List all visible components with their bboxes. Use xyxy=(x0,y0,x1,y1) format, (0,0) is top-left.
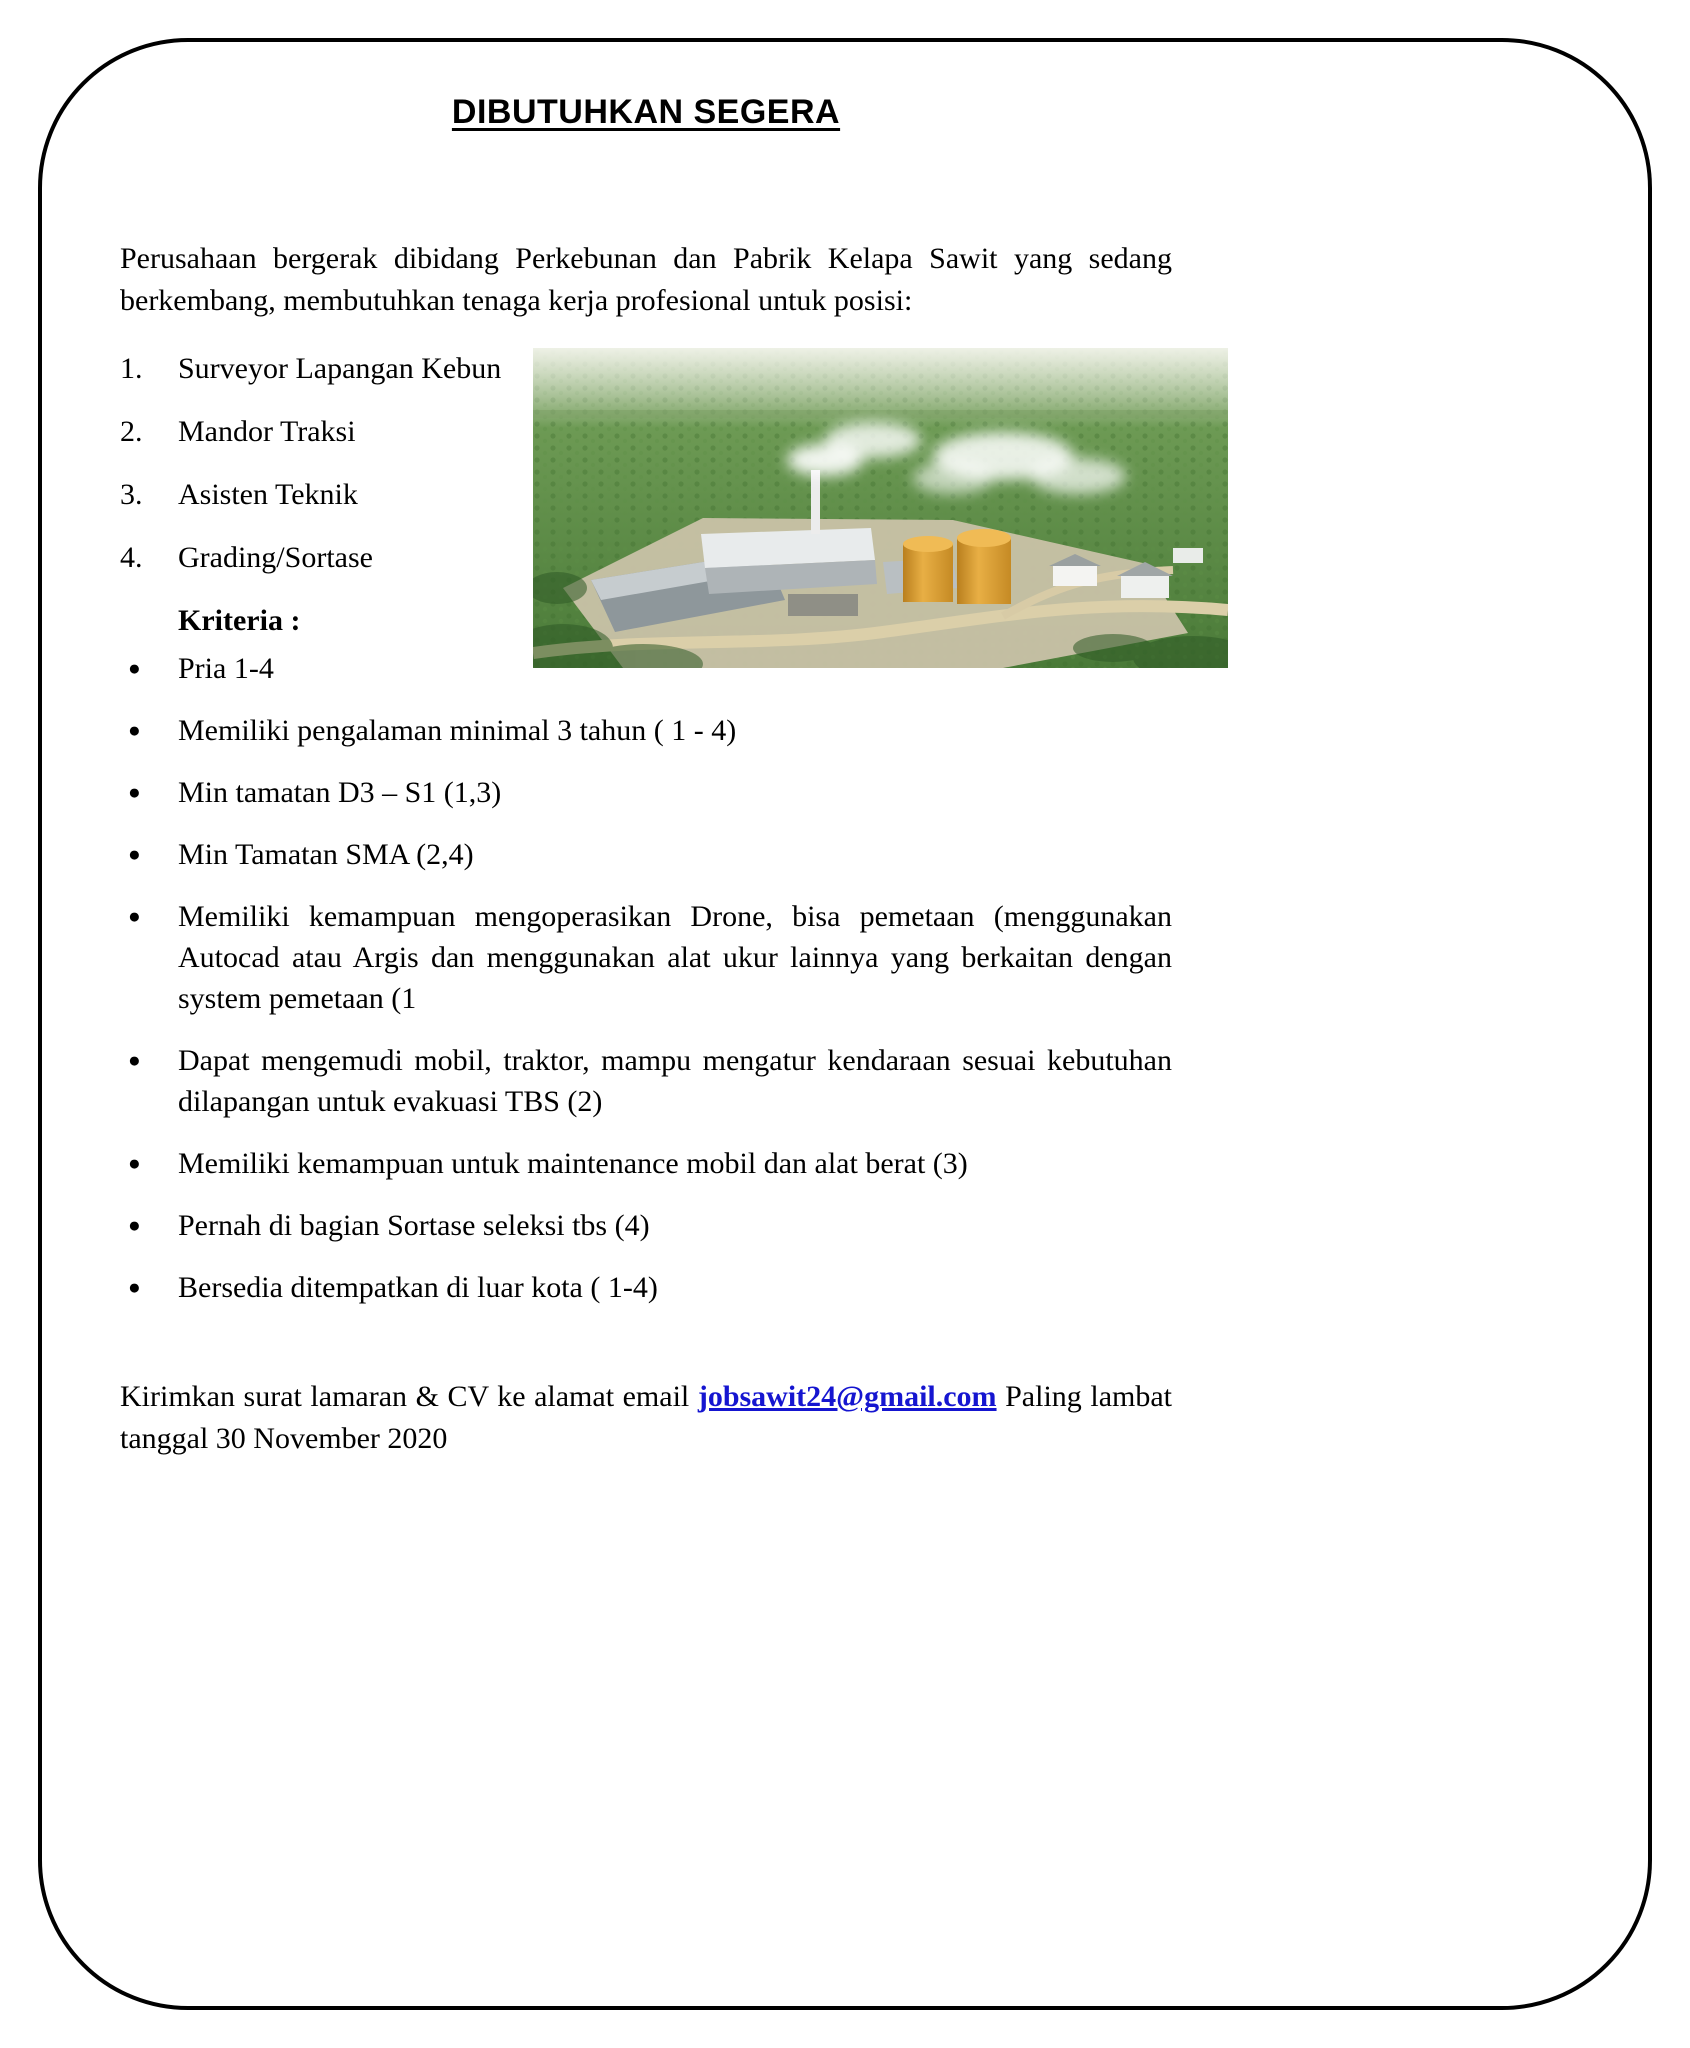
position-number: 1. xyxy=(120,352,143,385)
criteria-heading: Kriteria : xyxy=(178,604,301,637)
bullet-icon: ● xyxy=(128,718,141,742)
bullet-icon: ● xyxy=(128,656,141,680)
position-label: Grading/Sortase xyxy=(178,541,373,574)
criteria-item xyxy=(120,1040,1172,1122)
position-label: Asisten Teknik xyxy=(178,478,358,511)
bullet-icon: ● xyxy=(128,1151,141,1175)
bullet-icon: ● xyxy=(128,1048,141,1072)
criteria-text: Pernah di bagian Sortase seleksi tbs (4) xyxy=(178,1209,650,1242)
bullet-icon: ● xyxy=(128,1213,141,1237)
closing-paragraph xyxy=(120,1376,1172,1460)
bullet-icon: ● xyxy=(128,780,141,804)
bullet-icon: ● xyxy=(128,1275,141,1299)
criteria-text: Bersedia ditempatkan di luar kota ( 1-4) xyxy=(178,1271,658,1304)
criteria-text: Min tamatan D3 – S1 (1,3) xyxy=(178,776,502,809)
position-number: 4. xyxy=(120,541,143,574)
email-link[interactable]: jobsawit24@gmail.com xyxy=(697,1380,997,1413)
criteria-item xyxy=(120,1205,1172,1246)
criteria-text: Pria 1-4 xyxy=(178,652,274,685)
criteria-item xyxy=(120,710,1172,751)
criteria-text: Min Tamatan SMA (2,4) xyxy=(178,838,474,871)
page-title: DIBUTUHKAN SEGERA xyxy=(451,93,841,131)
criteria-item xyxy=(120,1267,1172,1308)
position-number: 2. xyxy=(120,415,143,448)
position-label: Surveyor Lapangan Kebun xyxy=(178,352,502,385)
criteria-item xyxy=(120,772,1172,813)
criteria-item xyxy=(120,1143,1172,1184)
page-content xyxy=(120,92,1172,1329)
position-number: 3. xyxy=(120,478,143,511)
criteria-text: Memiliki kemampuan untuk maintenance mobil dan alat berat (3) xyxy=(178,1147,968,1180)
bullet-icon: ● xyxy=(128,842,141,866)
criteria-item xyxy=(120,896,1172,1019)
palm-oil-mill-photo xyxy=(533,348,1228,668)
closing-text-after: Paling lambat tanggal 30 November 2020 xyxy=(120,1380,1172,1455)
photo-illustration xyxy=(533,348,1228,668)
criteria-text: Memiliki pengalaman minimal 3 tahun ( 1 - 4) xyxy=(178,714,737,747)
bullet-icon: ● xyxy=(128,904,141,928)
criteria-list xyxy=(120,648,1172,1308)
intro-paragraph: Perusahaan bergerak dibidang Perkebunan dan Pabrik Kelapa Sawit yang sedang berkembang, membutuhkan tenaga kerja profesional untuk posisi: xyxy=(120,242,1172,317)
position-label: Mandor Traksi xyxy=(178,415,356,448)
criteria-item xyxy=(120,834,1172,875)
criteria-text: Memiliki kemampuan mengoperasikan Drone, bisa pemetaan (menggunakan Autocad atau Argis dan menggunakan alat ukur lainnya yang berkaitan dengan system pemetaan (1 xyxy=(178,900,1172,1015)
closing-text-before: Kirimkan surat lamaran & CV ke alamat email xyxy=(120,1380,698,1413)
criteria-text: Dapat mengemudi mobil, traktor, mampu mengatur kendaraan sesuai kebutuhan dilapangan untuk evakuasi TBS (2) xyxy=(178,1044,1172,1118)
